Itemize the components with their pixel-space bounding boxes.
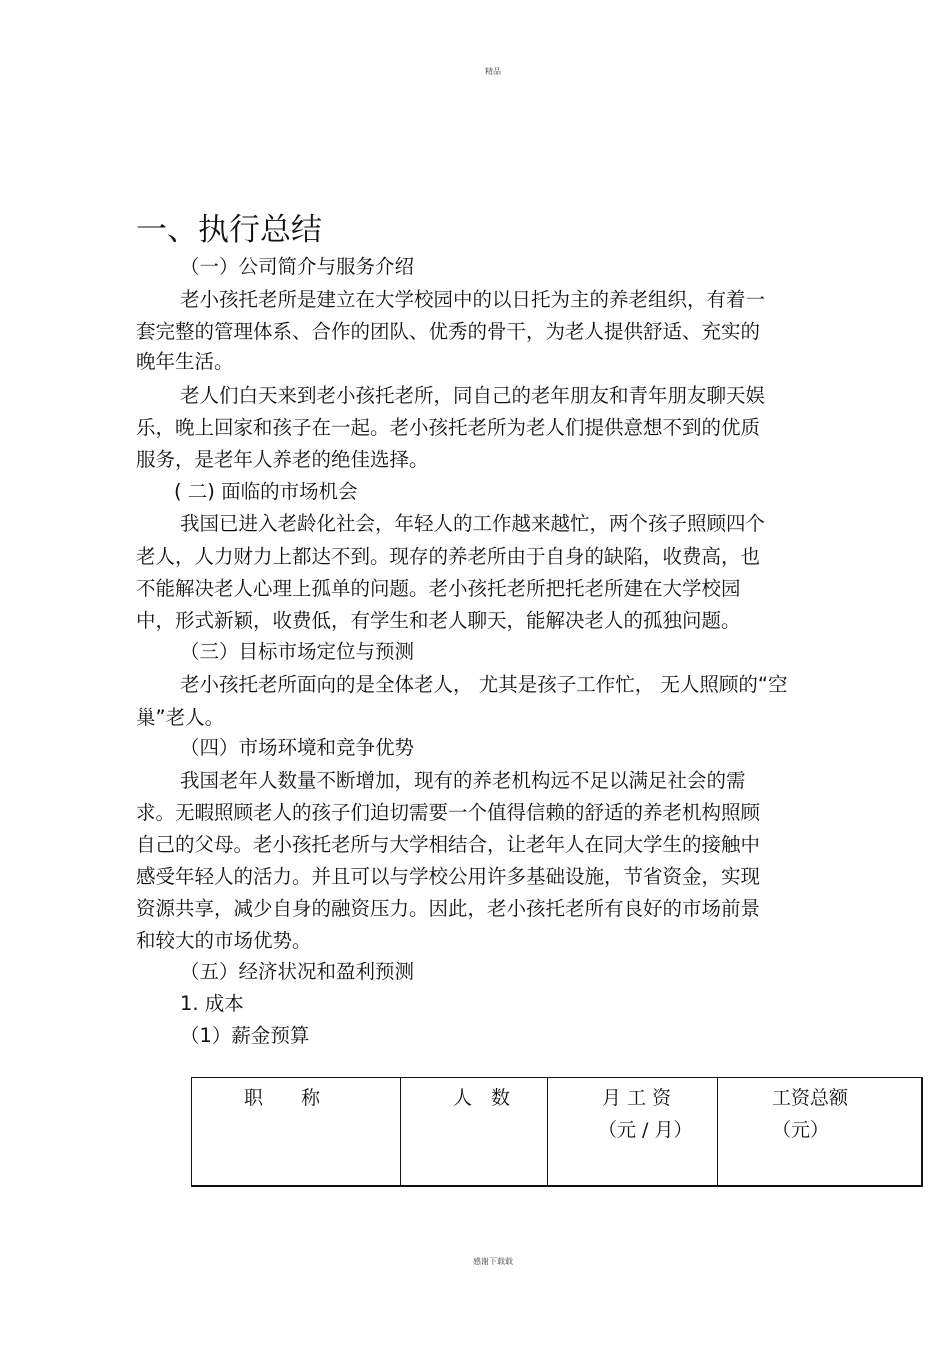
paragraph-line: 老小孩托老所是建立在大学校园中的以日托为主的养老组织，有着一 (180, 288, 766, 311)
subheading-3: （三）目标市场定位与预测 (180, 640, 415, 663)
page-header-mark: 精品 (485, 67, 501, 76)
paragraph-line: 不能解决老人心理上孤单的问题。老小孩托老所把托老所建在大学校园 (136, 577, 741, 600)
paragraph-line: 感受年轻人的活力。并且可以与学校公用许多基础设施，节省资金，实现 (136, 865, 761, 888)
subheading-1: （一）公司简介与服务介绍 (180, 255, 415, 278)
list-item-cost: 1. 成本 (180, 992, 244, 1015)
table-header-cell (548, 1078, 718, 1185)
table-header-cell (718, 1078, 922, 1185)
paragraph-line: 资源共享，减少自身的融资压力。因此，老小孩托老所有良好的市场前景 (136, 897, 761, 920)
paragraph-line: 服务，是老年人养老的绝佳选择。 (136, 448, 429, 471)
header-unit: （元 / 月） (598, 1119, 693, 1141)
paragraph-line: 套完整的管理体系、合作的团队、优秀的骨干，为老人提供舒适、充实的 (136, 320, 761, 343)
paragraph-line: 晚年生活。 (136, 350, 234, 373)
table-header-cell (192, 1078, 401, 1185)
page-footer-mark: 感谢下载载 (473, 1257, 513, 1266)
subheading-4: （四）市场环境和竞争优势 (180, 736, 415, 759)
subheading-5: （五）经济状况和盈利预测 (180, 960, 415, 983)
paragraph-line: 中，形式新颖，收费低，有学生和老人聊天，能解决老人的孤独问题。 (136, 609, 741, 632)
paragraph-line: 求。无暇照顾老人的孩子们迫切需要一个值得信赖的舒适的养老机构照顾 (136, 801, 761, 824)
paragraph-line: 我国已进入老龄化社会，年轻人的工作越来越忙，两个孩子照顾四个 (180, 512, 766, 535)
paragraph-line: 老小孩托老所面向的是全体老人， 尤其是孩子工作忙， 无人照顾的“空 (180, 673, 788, 696)
header-unit: （元） (772, 1119, 830, 1141)
paragraph-line: 巢”老人。 (136, 706, 225, 729)
paragraph-line: 老人们白天来到老小孩托老所，同自己的老年朋友和青年朋友聊天娱 (180, 384, 766, 407)
salary-budget-table (191, 1077, 923, 1187)
paragraph-line: 我国老年人数量不断增加，现有的养老机构远不足以满足社会的需 (180, 769, 746, 792)
header-title: 月 工 资 (602, 1087, 672, 1109)
header-title: 职 称 (244, 1087, 321, 1109)
paragraph-line: 和较大的市场优势。 (136, 929, 312, 952)
header-title: 人 数 (453, 1087, 511, 1109)
list-item-salary-budget: （1）薪金预算 (180, 1024, 310, 1047)
table-header-cell (401, 1078, 548, 1185)
paragraph-line: 老人，人力财力上都达不到。现存的养老所由于自身的缺陷，收费高，也 (136, 545, 761, 568)
section-heading: 一、执行总结 (136, 212, 322, 248)
subheading-2: ( 二) 面临的市场机会 (174, 480, 358, 503)
header-title: 工资总额 (772, 1087, 849, 1109)
paragraph-line: 自己的父母。老小孩托老所与大学相结合，让老年人在同大学生的接触中 (136, 833, 761, 856)
paragraph-line: 乐，晚上回家和孩子在一起。老小孩托老所为老人们提供意想不到的优质 (136, 416, 761, 439)
